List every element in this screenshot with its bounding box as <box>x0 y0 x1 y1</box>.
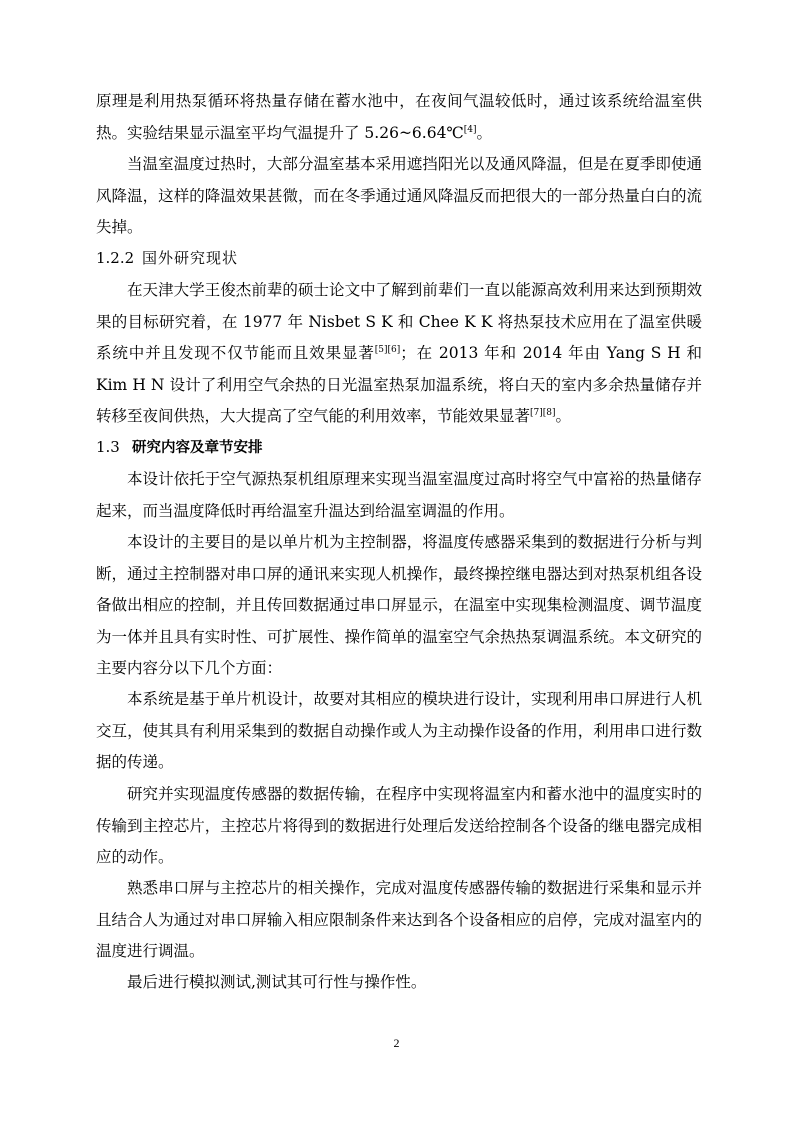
paragraph-serial-screen: 熟悉串口屏与主控芯片的相关操作，完成对温度传感器传输的数据进行采集和显示并且结合人为通过对串口屏输入相应限制条件来达到各个设备相应的启停，完成对温室内的温度进行调温。 <box>96 879 702 960</box>
paragraph-design-basis: 本设计依托于空气源热泵机组原理来实现当温室温度过高时将空气中富裕的热量储存起来，而当温度降低时再给温室升温达到给温室调温的作用。 <box>96 470 702 520</box>
citation-4: [4] <box>463 124 477 135</box>
paragraph-foreign-research: 在天津大学王俊杰前辈的硕士论文中了解到前辈们一直以能源高效利用来达到预期效果的目标研究着，在 1977 年 Nisbet S K 和 Chee K K 将热泵技术应用在了温室供暖系统中并且发现不仅节能而且效果显著[5][6]；在 2013 年和 2014 年由 Yang S H 和 Kim H N 设计了利用空气余热的日光温室热泵加温系统，将白天的室内多余热量储存并转移至夜间供热，大大提高了空气能的利用效率，节能效果显著[7][8]。 <box>96 281 702 425</box>
citation-7-8: [7][8] <box>530 407 556 418</box>
paragraph-system-modules: 本系统是基于单片机设计，故要对其相应的模块进行设计，实现利用串口屏进行人机交互，使其具有利用采集到的数据自动操作或人为主动操作设备的作用，利用串口进行数据的传递。 <box>96 690 702 771</box>
page-number: 2 <box>393 1036 400 1050</box>
citation-5-6: [5][6] <box>374 344 401 355</box>
section-heading-1-3: 1.3 研究内容及章节安排 <box>96 438 263 456</box>
paragraph-design-goal: 本设计的主要目的是以单片机为主控制器，将温度传感器采集到的数据进行分析与判断，通过主控制器对串口屏的通讯来实现人机操作，最终操控继电器达到对热泵机组各设备做出相应的控制，并且传回数据通过串口屏显示，在温室中实现集检测温度、调节温度为一体并且具有实时性、可扩展性、操作简单的温室空气余热热泵调温系统。本文研究的主要内容分以下几个方面： <box>96 533 702 677</box>
paragraph-sensor-transmission: 研究并实现温度传感器的数据传输，在程序中实现将温室内和蓄水池中的温度实时的传输到主控芯片，主控芯片将得到的数据进行处理后发送给控制各个设备的继电器完成相应的动作。 <box>96 785 702 866</box>
paragraph-simulation-test: 最后进行模拟测试,测试其可行性与操作性。 <box>127 973 427 991</box>
paragraph-greenhouse-heat-storage: 原理是利用热泵循环将热量存储在蓄水池中，在夜间气温较低时，通过该系统给温室供热。实验结果显示温室平均气温提升了 5.26~6.64℃[4]。 <box>96 92 702 142</box>
section-heading-1-2-2: 1.2.2 国外研究现状 <box>96 249 239 267</box>
paragraph-overheating: 当温室温度过热时，大部分温室基本采用遮挡阳光以及通风降温，但是在夏季即使通风降温，这样的降温效果甚微，而在冬季通过通风降温反而把很大的一部分热量白白的流失掉。 <box>96 155 702 236</box>
